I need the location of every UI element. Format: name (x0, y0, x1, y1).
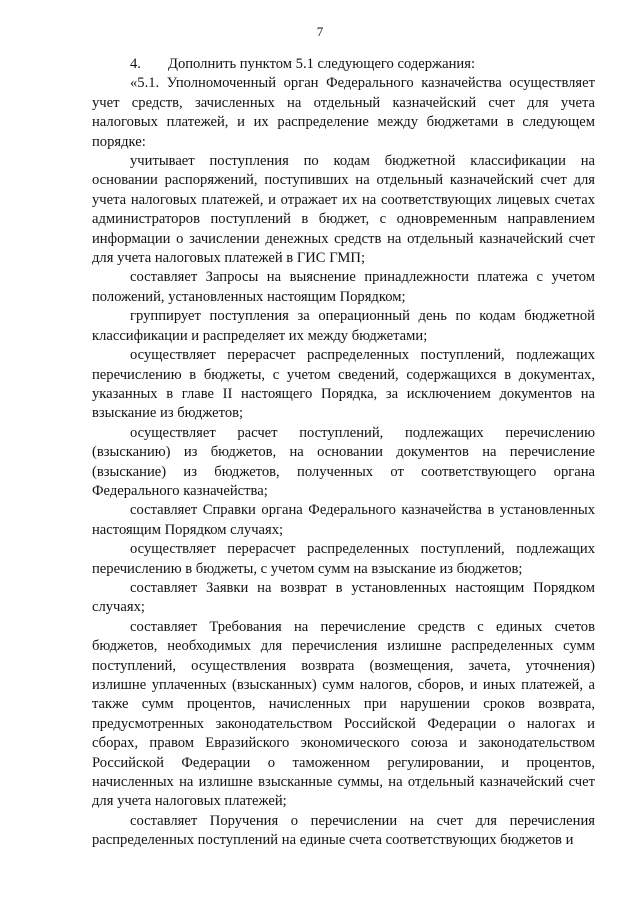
page-number: 7 (316, 24, 324, 39)
paragraph-refund-requests: составляет Заявки на возврат в установленных настоящим Порядком случаях; (92, 579, 595, 616)
paragraph-transfer-orders: составляет Поручения о перечислении на счет для перечисления распределенных поступлений на единые счета соответствующих бюджетов и (92, 812, 595, 849)
paragraph-recalculation-recovery: осуществляет перерасчет распределенных поступлений, подлежащих перечислению в бюджеты, с учетом сумм на взыскание из бюджетов; (92, 541, 595, 577)
item-number: 4. (130, 56, 141, 72)
item-4 (92, 55, 595, 74)
item-text: Дополнить пунктом 5.1 следующего содержания: (168, 56, 475, 72)
paragraph-transfer-requirements: составляет Требования на перечисление средств с единых счетов бюджетов, необходимых для перечисления излишне распределенных сумм поступлений, осуществления возврата (возмещения, зачета, уточнения) излишне уплаченных (взысканных) сумм налогов, сборов, и иных платежей, а также сумм процентов, начисленных при нарушении сроков возврата, предусмотренных законодательством Российской Федерации о налогах и сборах, правом Евразийского экономического союза и законодательством Российской Федерации о таможенном регулировании, и процентов, начисленных на излишне взысканные суммы, на отдельный казначейский счет для учета налоговых платежей; (92, 618, 595, 810)
document-body (92, 55, 595, 851)
paragraph-certificates: составляет Справки органа Федерального казначейства в установленных настоящим Порядком случаях; (92, 502, 595, 538)
paragraph-groups-receipts: группирует поступления за операционный день по кодам бюджетной классификации и распределяет их между бюджетами; (92, 308, 595, 344)
paragraph-accounts-receipts: учитывает поступления по кодам бюджетной классификации на основании распоряжений, поступивших на отдельный казначейский счет для учета налоговых платежей, и отражает их на соответствующих лицевых счетах администраторов поступлений в бюджет, с одновременным направлением информации о зачислении денежных средств на отдельный казначейский счет для учета налоговых платежей в ГИС ГМП; (92, 153, 595, 267)
paragraph-payment-queries: составляет Запросы на выяснение принадлежности платежа с учетом положений, установленных настоящим Порядком; (92, 269, 595, 305)
paragraph-calculation-transfer: осуществляет расчет поступлений, подлежащих перечислению (взысканию) из бюджетов, на основании документов на перечисление (взыскание) из бюджетов, полученных от соответствующего органа Федерального казначейства; (92, 424, 595, 499)
paragraph-5-1-intro: «5.1. Уполномоченный орган Федерального казначейства осуществляет учет средств, зачисленных на отдельный казначейский счет для учета налоговых платежей, и их распределение между бюджетами в следующем порядке: (92, 75, 595, 150)
paragraph-recalculation-documents: осуществляет перерасчет распределенных поступлений, подлежащих перечислению в бюджеты, с учетом сведений, содержащихся в документах, указанных в главе II настоящего Порядка, за исключением документов на взыскание из бюджетов; (92, 347, 595, 422)
